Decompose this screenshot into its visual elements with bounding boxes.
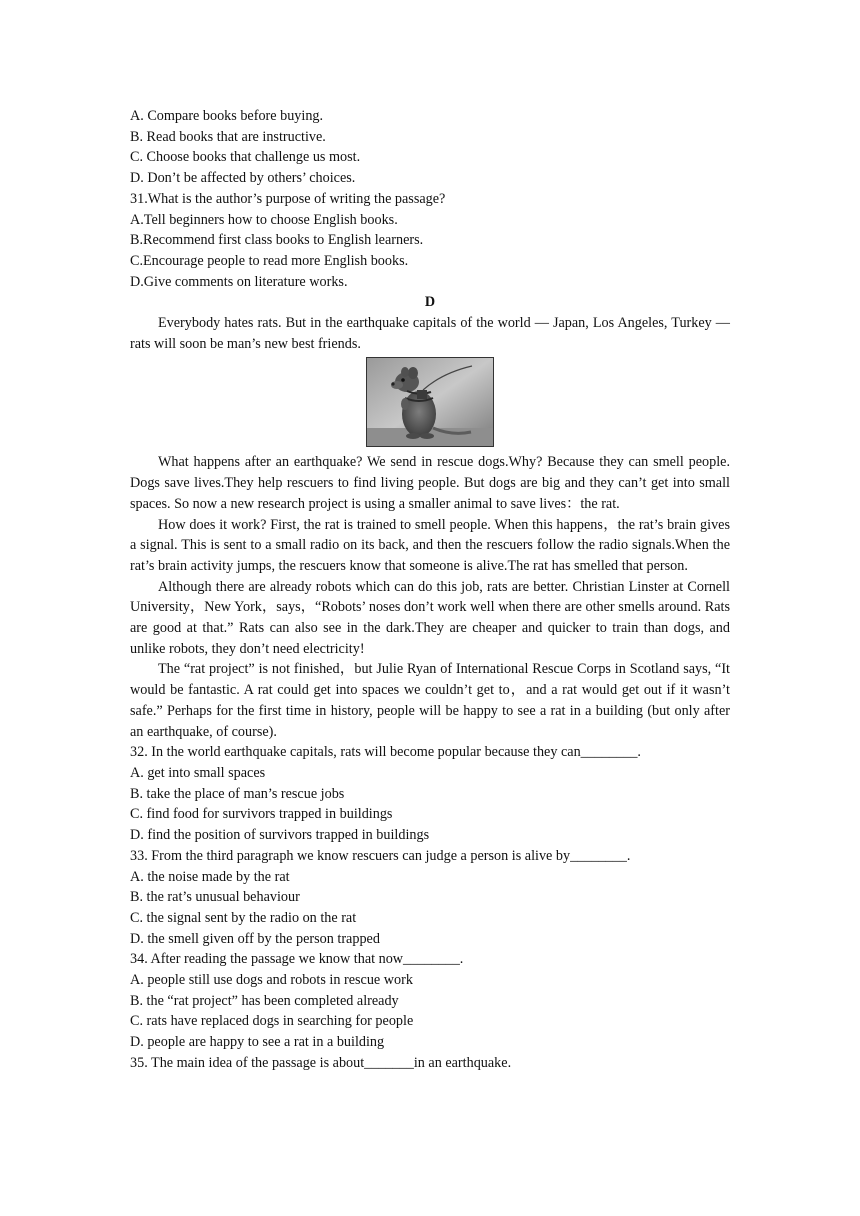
question-34: 34. After reading the passage we know that now________.	[130, 951, 464, 968]
option-line: D. find the position of survivors trapped in buildings	[130, 827, 430, 844]
option-line: A.Tell beginners how to choose English books.	[130, 211, 398, 228]
figure	[130, 357, 730, 447]
document-page	[130, 106, 730, 1074]
question-35: 35. The main idea of the passage is about_______in an earthquake.	[130, 1054, 512, 1071]
question-31: 31.What is the author’s purpose of writing the passage?	[130, 190, 446, 207]
passage-paragraph-3: How does it work? First, the rat is trained to smell people. When this happens，the rat’s brain gives a signal. This is sent to a small radio on its back, and then the rescuers follow the radio signals.When the rat’s brain activity jumps, the rescuers know that someone is alive.The rat has smelled that person.	[130, 516, 730, 574]
option-line: B. take the place of man’s rescue jobs	[130, 785, 345, 802]
passage-paragraph-5: The “rat project” is not finished，but Julie Ryan of International Rescue Corps in Scotland says, “It would be fantastic. A rat could get into spaces we couldn’t get to，and a rat would get out if it wasn’t safe.” Perhaps for the first time in history, people will be happy to see a rat in a building (but only after an earthquake, of course).	[130, 661, 730, 740]
option-line: A. people still use dogs and robots in rescue work	[130, 972, 413, 989]
option-line: C. find food for survivors trapped in buildings	[130, 806, 393, 823]
option-line: A. get into small spaces	[130, 764, 266, 781]
option-line: B. the rat’s unusual behaviour	[130, 889, 300, 906]
option-line: C.Encourage people to read more English books.	[130, 252, 409, 269]
option-line: C. the signal sent by the radio on the rat	[130, 909, 357, 926]
passage-paragraph-1: Everybody hates rats. But in the earthquake capitals of the world — Japan, Los Angeles, Turkey — rats will soon be man’s new best friends.	[130, 315, 730, 352]
question-33: 33. From the third paragraph we know rescuers can judge a person is alive by________.	[130, 847, 631, 864]
option-line: B. Read books that are instructive.	[130, 128, 326, 145]
option-line: D. Don’t be affected by others’ choices.	[130, 170, 356, 187]
option-line: B. the “rat project” has been completed already	[130, 992, 399, 1009]
option-line: B.Recommend first class books to English learners.	[130, 232, 424, 249]
option-line: A. the noise made by the rat	[130, 868, 290, 885]
question-32: 32. In the world earthquake capitals, rats will become popular because they can________.	[130, 744, 641, 761]
option-line: D.Give comments on literature works.	[130, 273, 348, 290]
option-line: A. Compare books before buying.	[130, 108, 324, 124]
rat-photo-icon	[366, 357, 494, 447]
option-line: C. Choose books that challenge us most.	[130, 149, 361, 166]
passage-paragraph-4: Although there are already robots which can do this job, rats are better. Christian Linster at Cornell University，New York，says，“Robots’ noses don’t work well when there are other smells around. Rats are good at that.” Rats can also see in the dark.They are cheaper and quicker to train than dogs, and unlike robots, they don’t need electricity!	[130, 578, 730, 657]
passage-paragraph-2: What happens after an earthquake? We send in rescue dogs.Why? Because they can smell people. Dogs save lives.They help rescuers to find living people. But dogs are big and they can’t get into small spaces. So now a new research project is using a smaller animal to save lives：the rat.	[130, 454, 730, 512]
option-line: D. the smell given off by the person trapped	[130, 930, 380, 947]
section-title: D	[424, 294, 436, 311]
option-line: C. rats have replaced dogs in searching for people	[130, 1013, 414, 1030]
option-line: D. people are happy to see a rat in a building	[130, 1034, 385, 1051]
